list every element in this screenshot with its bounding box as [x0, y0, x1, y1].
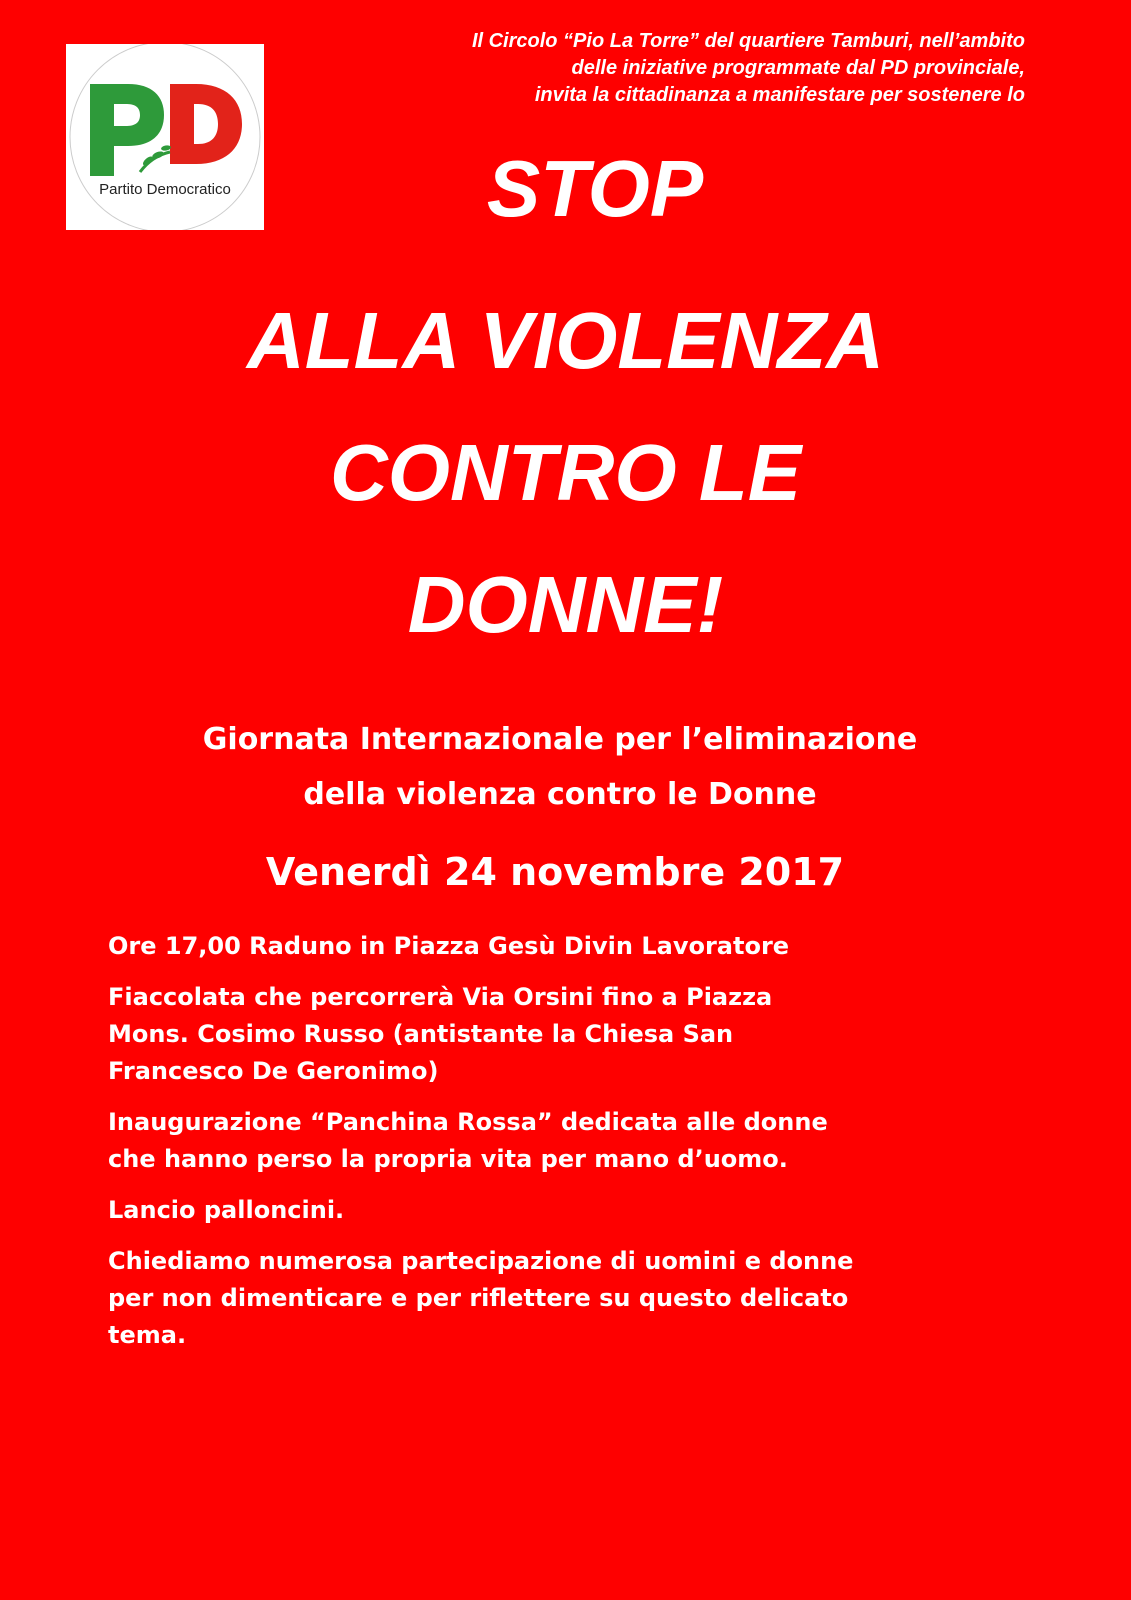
detail-paragraph	[108, 1243, 1038, 1354]
detail-line: tema.	[108, 1321, 187, 1349]
subtitle-line: della violenza contro le Donne	[303, 777, 817, 812]
detail-line: Fiaccolata che percorrerà Via Orsini fino a Piazza	[108, 983, 773, 1011]
headline-stop: STOP	[486, 144, 704, 233]
detail-line: per non dimenticare e per riflettere su questo delicato	[108, 1284, 849, 1312]
detail-paragraph	[108, 1192, 1038, 1229]
intro-line: delle iniziative programmate dal PD provinciale,	[571, 57, 1025, 79]
detail-line: Ore 17,00 Raduno in Piazza Gesù Divin Lavoratore	[108, 932, 790, 960]
event-date: Venerdì 24 novembre 2017	[265, 850, 845, 894]
detail-line: Lancio palloncini.	[108, 1196, 345, 1224]
intro-line: invita la cittadinanza a manifestare per sostenere lo	[534, 84, 1025, 106]
detail-line: che hanno perso la propria vita per mano d’uomo.	[108, 1145, 788, 1173]
detail-paragraph	[108, 1104, 1038, 1178]
intro-text	[265, 28, 1025, 109]
logo-party-name: Partito Democratico	[99, 181, 231, 198]
detail-line: Inaugurazione “Panchina Rossa” dedicata alle donne	[108, 1108, 828, 1136]
detail-paragraph	[108, 928, 1038, 965]
intro-line: Il Circolo “Pio La Torre” del quartiere Tamburi, nell’ambito	[471, 30, 1025, 52]
event-details	[108, 928, 1038, 1368]
detail-line: Chiediamo numerosa partecipazione di uomini e donne	[108, 1247, 854, 1275]
headline-line: ALLA VIOLENZA	[247, 296, 884, 385]
subtitle-line: Giornata Internazionale per l’eliminazione	[202, 722, 918, 757]
detail-line: Francesco De Geronimo)	[108, 1057, 439, 1085]
detail-line: Mons. Cosimo Russo (antistante la Chiesa San	[108, 1020, 734, 1048]
detail-paragraph	[108, 979, 1038, 1090]
headline-line: CONTRO LE	[329, 428, 802, 517]
headline-line: DONNE!	[407, 560, 724, 649]
event-subtitle	[0, 712, 1120, 822]
